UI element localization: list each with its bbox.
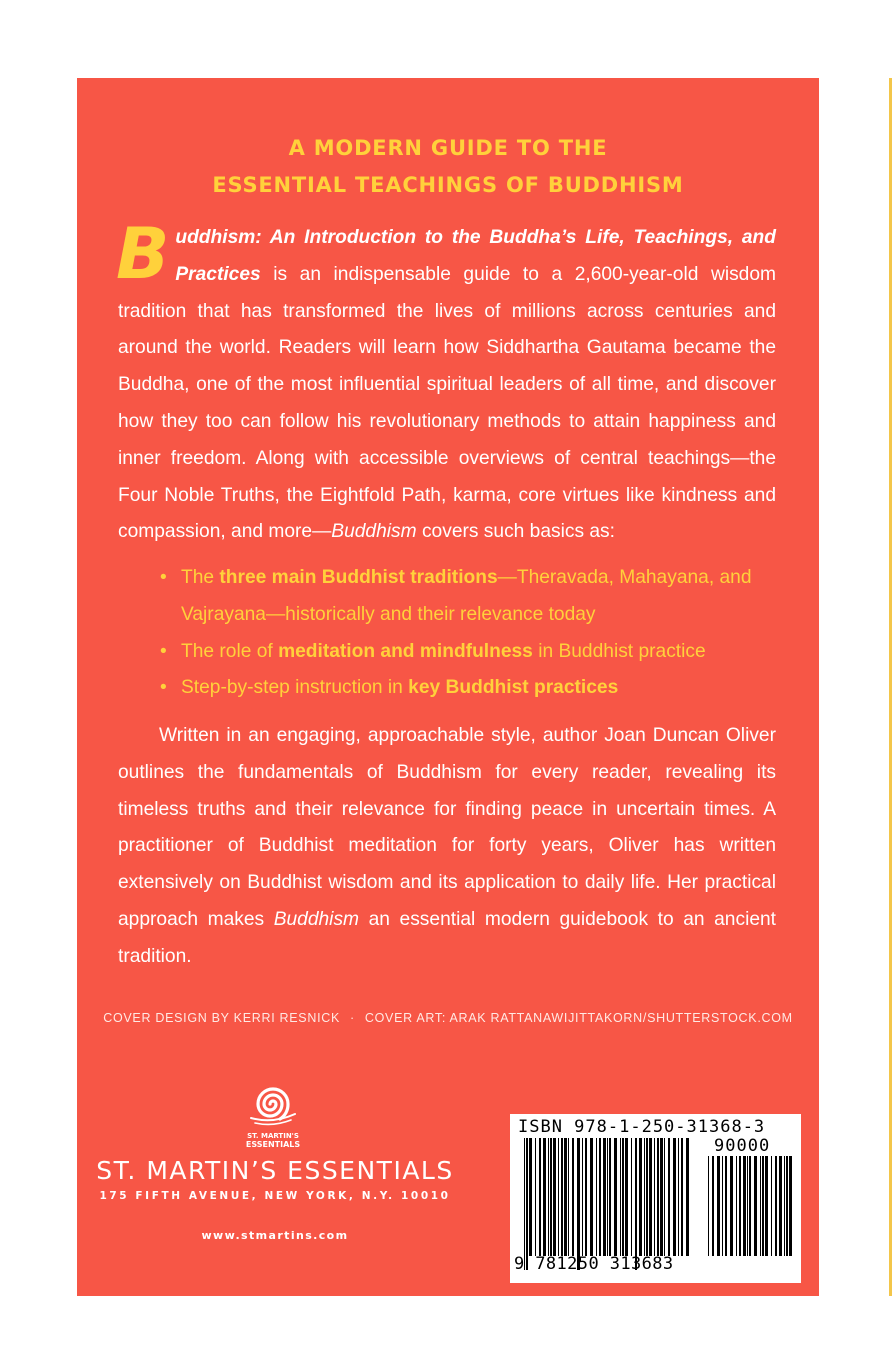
- barcode-bar: [582, 1138, 583, 1256]
- barcode-icon: [524, 1138, 694, 1270]
- barcode-bar: [553, 1138, 556, 1256]
- barcode-bar: [736, 1156, 737, 1256]
- barcode-bar: [535, 1138, 536, 1256]
- publisher-logo-icon: [237, 1074, 309, 1150]
- barcode-bar: [743, 1156, 746, 1256]
- book-title: uddhism: An Introduction to the Buddha’s Life, Teachings, and Practices: [175, 227, 776, 285]
- author-text-1: Written in an engaging, approachable style, author Joan Duncan Oliver outlines the fundamentals of Buddhism for every reader, revealing its timeless truths and their relevance for finding peace in uncertain times. A practitioner of Buddhist meditation for forty years, Oliver has written extensively on Buddhist wisdom and its application to daily life. Her practical approach makes: [118, 725, 776, 930]
- headline-line-2: ESSENTIAL TEACHINGS OF BUDDHISM: [212, 173, 684, 197]
- list-item: [118, 670, 778, 707]
- barcode-bar: [654, 1138, 655, 1256]
- barcode-bar: [631, 1138, 632, 1256]
- art-credit: COVER ART: ARAK RATTANAWIJITTAKORN/SHUTTERSTOCK.COM: [364, 1011, 793, 1025]
- bullet-pre: The: [181, 567, 220, 588]
- logo-text-2: ESSENTIALS: [245, 1140, 301, 1149]
- barcode-bar: [722, 1156, 723, 1256]
- barcode-bar: [686, 1138, 689, 1256]
- barcode-digits: 9 781250 313683: [514, 1254, 674, 1274]
- cover-credits: [77, 1011, 819, 1025]
- bullet-icon: •: [160, 567, 167, 588]
- intro-text-1: is an indispensable guide to a 2,600-year-old wisdom tradition that has transformed the lives of millions across centuries and around the world. Readers will learn how Siddhartha Gautama became the Buddha, one of the most influential spiritual leaders of all time, and discover how they too can follow his revolutionary methods to attain happiness and inner freedom. Along with accessible overviews of central teachings—the Four Noble Truths, the Eightfold Path, karma, core virtues like kindness and compassion, and more—: [118, 263, 776, 543]
- barcode-bar: [765, 1156, 768, 1256]
- barcode-bar: [622, 1138, 624, 1256]
- book-back-cover: [77, 78, 819, 1296]
- intro-paragraph: [116, 213, 776, 551]
- barcode-bar: [771, 1156, 772, 1256]
- barcode-bar: [717, 1156, 720, 1256]
- barcode-bar: [526, 1138, 528, 1270]
- barcode-bar: [678, 1138, 679, 1256]
- bullet-pre: Step-by-step instruction in: [181, 677, 409, 699]
- barcode-bar: [529, 1138, 532, 1256]
- barcode-bar: [673, 1138, 676, 1256]
- bullet-icon: •: [160, 640, 167, 662]
- barcode-bar: [760, 1156, 761, 1256]
- barcode-bar: [596, 1138, 597, 1256]
- barcode-bar: [609, 1138, 611, 1256]
- headline: [77, 130, 819, 204]
- barcode-bar: [550, 1138, 552, 1256]
- barcode-bar: [558, 1138, 559, 1256]
- barcode-bar: [585, 1138, 587, 1256]
- bullet-bold: key Buddhist practices: [408, 677, 619, 699]
- barcode-bar: [603, 1138, 606, 1256]
- barcode-bar: [564, 1138, 567, 1256]
- barcode-bar: [543, 1138, 546, 1256]
- barcode-bar: [590, 1138, 593, 1256]
- barcode-bar: [614, 1138, 617, 1256]
- author-italic: Buddhism: [273, 908, 360, 930]
- intro-italic: Buddhism: [331, 521, 417, 543]
- barcode-bar: [681, 1138, 683, 1256]
- barcode-bar: [620, 1138, 621, 1256]
- barcode-bar: [568, 1138, 569, 1256]
- barcode-bar: [607, 1138, 608, 1256]
- barcode-bar: [657, 1138, 659, 1256]
- barcode-bar: [664, 1138, 665, 1256]
- barcode-bar: [561, 1138, 563, 1256]
- barcode-bar: [599, 1138, 601, 1256]
- barcode-bar: [725, 1156, 727, 1256]
- barcode-box: [510, 1114, 801, 1283]
- barcode-bar: [754, 1156, 757, 1256]
- bullet-bold: three main Buddhist traditions: [219, 567, 498, 588]
- publisher-website: www.stmartins.com: [201, 1229, 349, 1242]
- headline-line-1: A MODERN GUIDE TO THE: [288, 136, 608, 160]
- bullet-pre: The role of: [181, 640, 279, 662]
- barcode-bar: [739, 1156, 741, 1256]
- barcode-bar: [708, 1156, 709, 1256]
- barcode-bar: [639, 1138, 642, 1256]
- barcode-bar: [625, 1138, 628, 1256]
- barcode-bar: [635, 1138, 637, 1270]
- barcode-bar: [712, 1156, 714, 1256]
- barcode-bar: [775, 1156, 777, 1256]
- barcode-bar: [730, 1156, 733, 1256]
- list-item: [118, 634, 778, 671]
- barcode-bar: [660, 1138, 663, 1256]
- spine-edge-strip: [889, 78, 892, 1296]
- barcode-bar: [747, 1156, 748, 1256]
- barcode-bar: [786, 1156, 788, 1256]
- barcode-bar: [789, 1156, 792, 1256]
- barcode-bar: [784, 1156, 785, 1256]
- design-credit: COVER DESIGN BY KERRI RESNICK: [103, 1011, 341, 1025]
- barcode-bar: [572, 1138, 574, 1256]
- publisher-address: 175 FIFTH AVENUE, NEW YORK, N.Y. 10010: [99, 1190, 451, 1202]
- list-item: [118, 560, 778, 634]
- barcode-bar: [577, 1138, 580, 1270]
- barcode-bar: [779, 1156, 782, 1256]
- barcode-bar: [649, 1138, 652, 1256]
- bullet-list: [118, 560, 778, 707]
- bullet-bold: meditation and mindfulness: [278, 640, 533, 662]
- bullet-icon: •: [160, 677, 167, 699]
- isbn-text: ISBN 978-1-250-31368-3: [518, 1117, 766, 1137]
- barcode-bar: [644, 1138, 645, 1256]
- bullet-post: —Theravada, Mahayana, and Vajrayana—historically and their relevance today: [181, 567, 752, 625]
- barcode-bar: [548, 1138, 549, 1256]
- barcode-bar: [646, 1138, 648, 1256]
- addon-barcode-icon: [708, 1156, 796, 1270]
- bullet-post: in Buddhist practice: [532, 640, 706, 662]
- intro-text-2: covers such basics as:: [416, 521, 615, 543]
- barcode-bar: [762, 1156, 764, 1256]
- author-text-2: an essential modern guidebook to an ancient tradition.: [118, 908, 777, 967]
- barcode-bar: [539, 1138, 541, 1256]
- logo-text-1: ST. MARTIN'S: [247, 1132, 299, 1140]
- publisher-name: ST. MARTIN’S ESSENTIALS: [96, 1156, 454, 1185]
- addon-price-code: 90000: [714, 1136, 771, 1156]
- barcode-bar: [749, 1156, 751, 1256]
- barcode-bar: [668, 1138, 670, 1256]
- author-paragraph: [118, 718, 776, 976]
- credit-separator: ·: [350, 1011, 355, 1025]
- barcode-bar: [524, 1138, 525, 1270]
- drop-cap: B: [116, 213, 170, 295]
